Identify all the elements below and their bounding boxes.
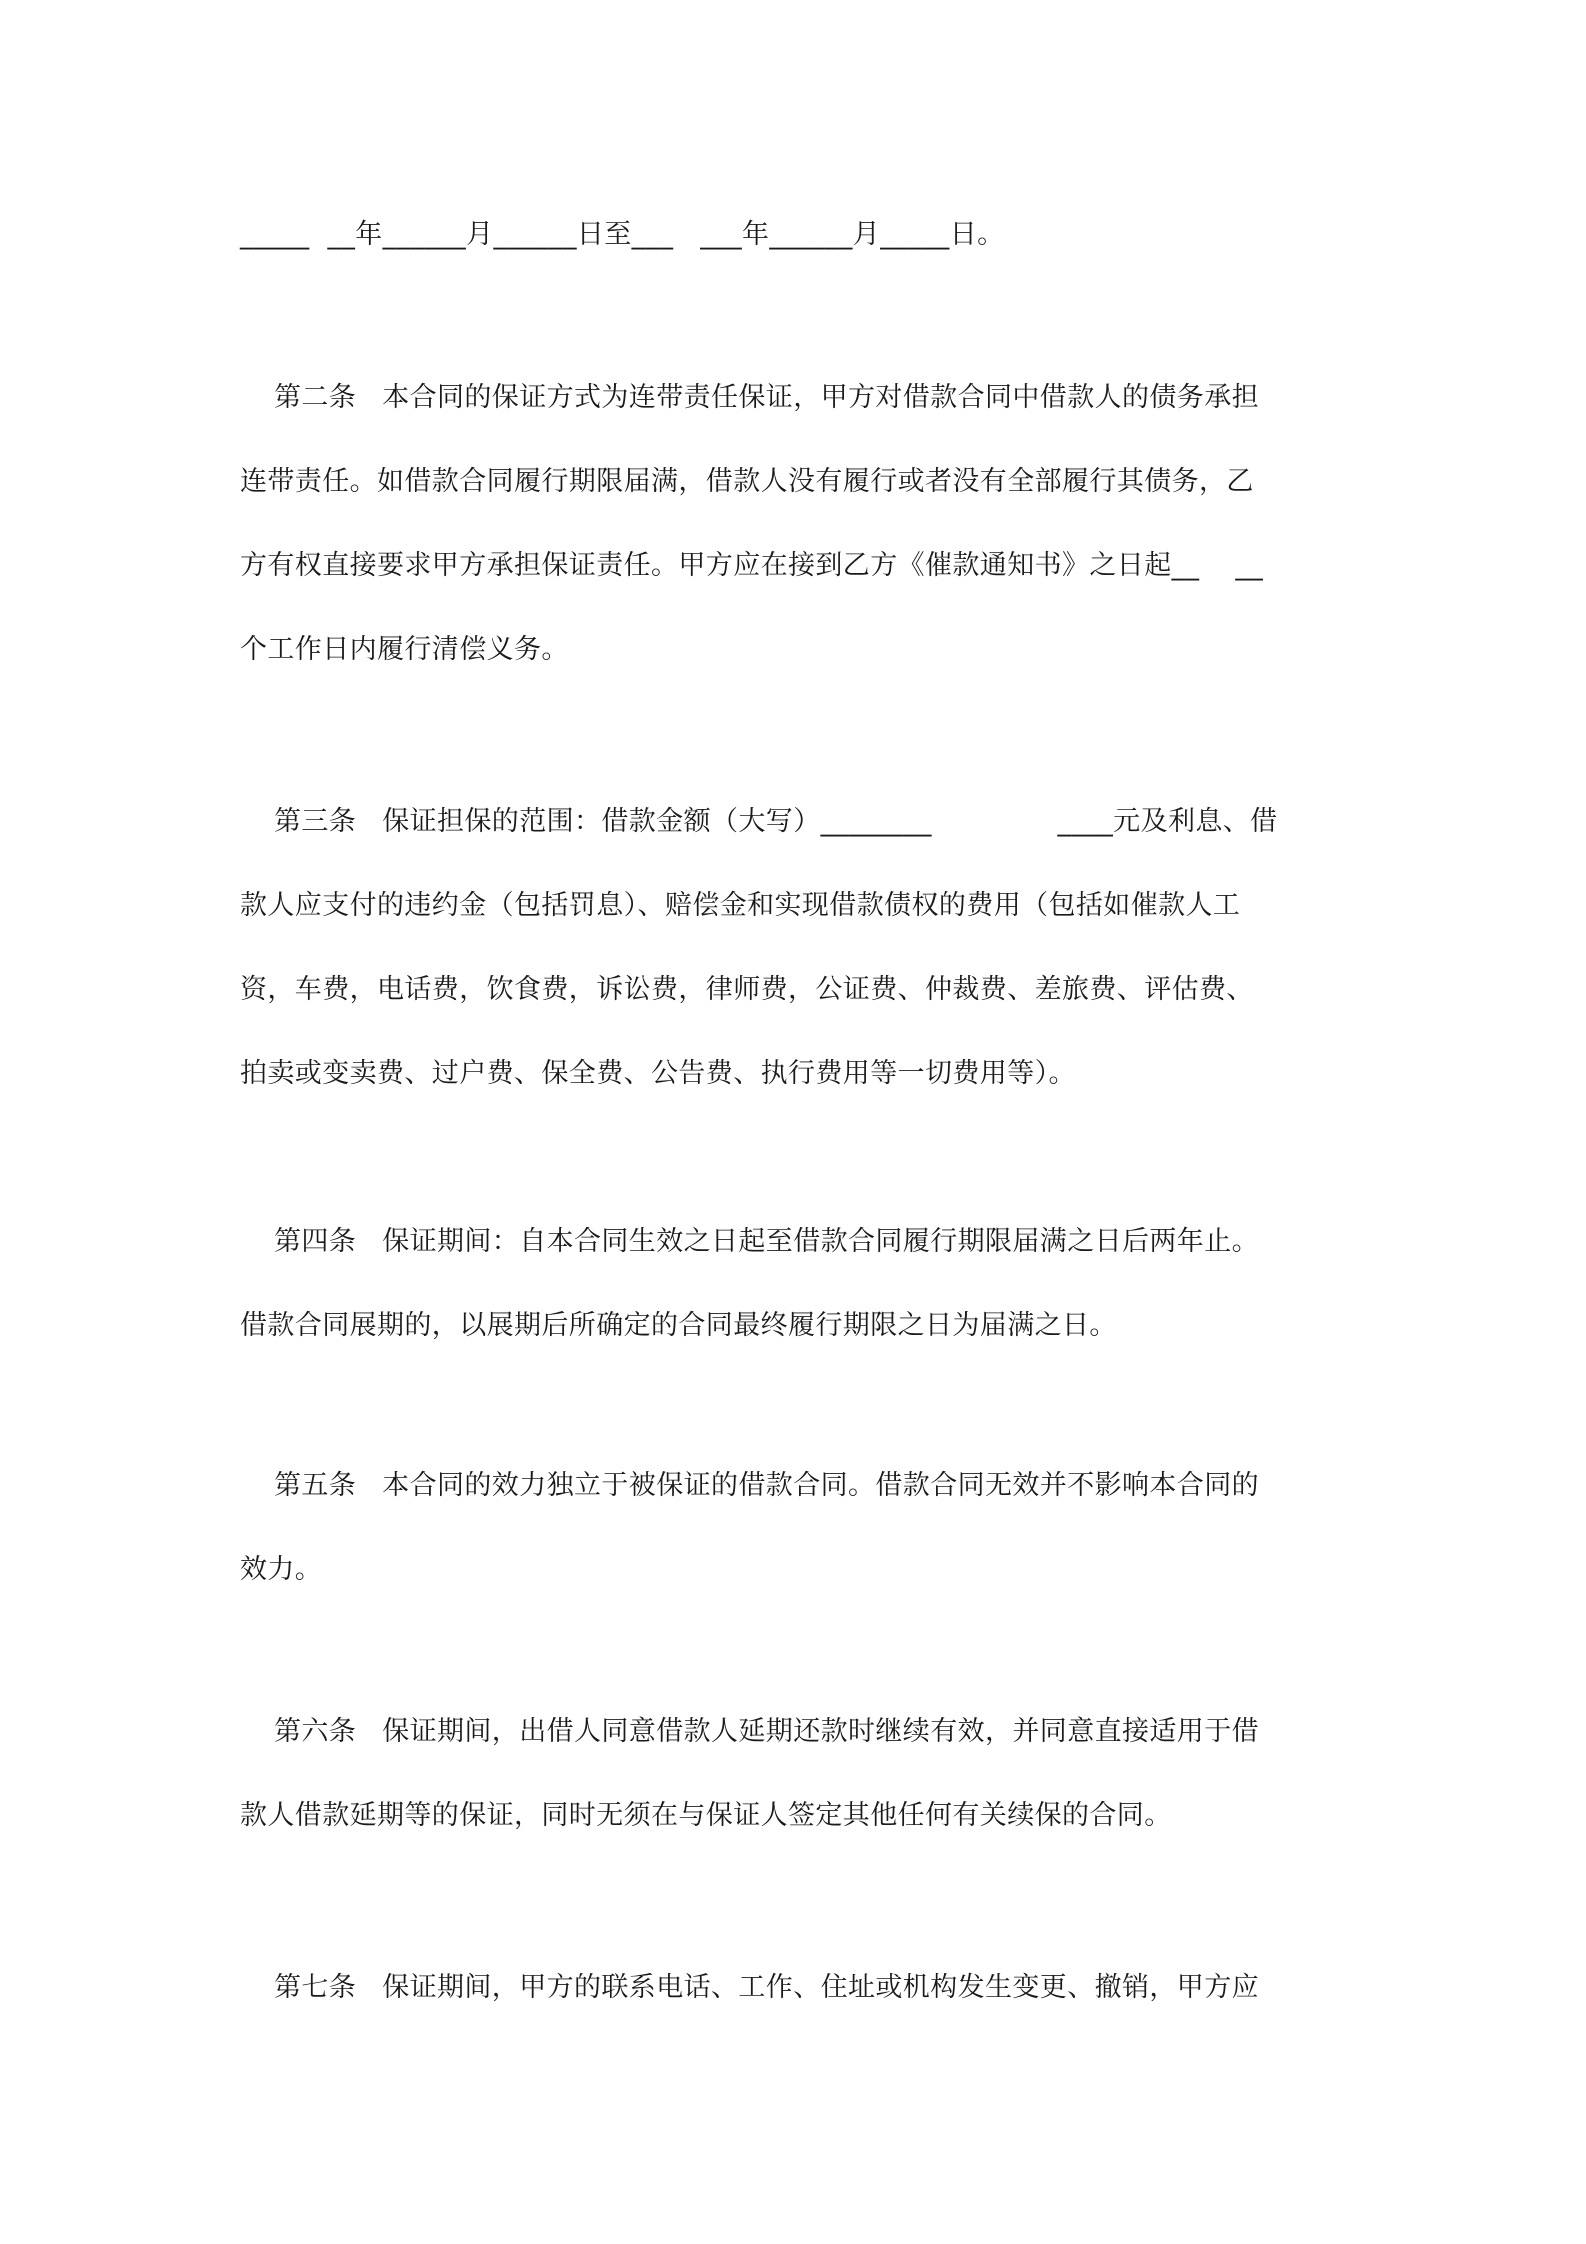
article-4-line-1 <box>240 1222 1259 1262</box>
article-7-text-1: 保证期间，甲方的联系电话、工作、住址或机构发生变更、撤销，甲方应 <box>382 1972 1260 2003</box>
article-2-line-2: 连带责任。如借款合同履行期限届满，借款人没有履行或者没有全部履行其债务，乙 <box>240 466 1254 497</box>
article-5-line-2: 效力。 <box>240 1554 323 1585</box>
article-3-label: 第三条 <box>274 806 357 837</box>
article-2-line-3: 方有权直接要求甲方承担保证责任。甲方应在接到乙方《催款通知书》之日起__ __ <box>240 550 1264 581</box>
article-4-text-1: 保证期间：自本合同生效之日起至借款合同履行期限届满之日后两年止。 <box>382 1226 1260 1257</box>
article-2-line-4: 个工作日内履行清偿义务。 <box>240 634 569 665</box>
article-3-line-2: 款人应支付的违约金（包括罚息）、赔偿金和实现借款债权的费用（包括如催款人工 <box>240 890 1241 921</box>
article-3-text-1: 保证担保的范围：借款金额（大写）________ ____元及利息、借 <box>382 806 1278 837</box>
article-4-line-2: 借款合同展期的，以展期后所确定的合同最终履行期限之日为届满之日。 <box>240 1310 1117 1341</box>
article-2-line-1 <box>240 378 1259 418</box>
article-5-line-1 <box>240 1466 1259 1506</box>
article-6-label: 第六条 <box>274 1716 357 1747</box>
article-3-line-4: 拍卖或变卖费、过户费、保全费、公告费、执行费用等一切费用等）。 <box>240 1058 1076 1089</box>
article-6-line-1 <box>240 1712 1259 1752</box>
article-6-line-2: 款人借款延期等的保证，同时无须在与保证人签定其他任何有关续保的合同。 <box>240 1800 1172 1831</box>
article-2-label: 第二条 <box>274 382 357 413</box>
article-6-text-1: 保证期间，出借人同意借款人延期还款时继续有效，并同意直接适用于借 <box>382 1716 1260 1747</box>
article-5-label: 第五条 <box>274 1470 357 1501</box>
article-5-text-1: 本合同的效力独立于被保证的借款合同。借款合同无效并不影响本合同的 <box>382 1470 1260 1501</box>
article-2-text-1: 本合同的保证方式为连带责任保证，甲方对借款合同中借款人的债务承担 <box>382 382 1260 413</box>
article-7-line-1 <box>240 1968 1259 2008</box>
article-3-line-3: 资，车费，电话费，饮食费，诉讼费，律师费，公证费、仲裁费、差旅费、评估费、 <box>240 974 1254 1005</box>
article-3-line-1 <box>240 802 1278 842</box>
article-7-label: 第七条 <box>274 1972 357 2003</box>
article-4-label: 第四条 <box>274 1226 357 1257</box>
date-range-line: _____ __年______月______日至___ ___年______月_____日。 <box>240 219 1005 250</box>
